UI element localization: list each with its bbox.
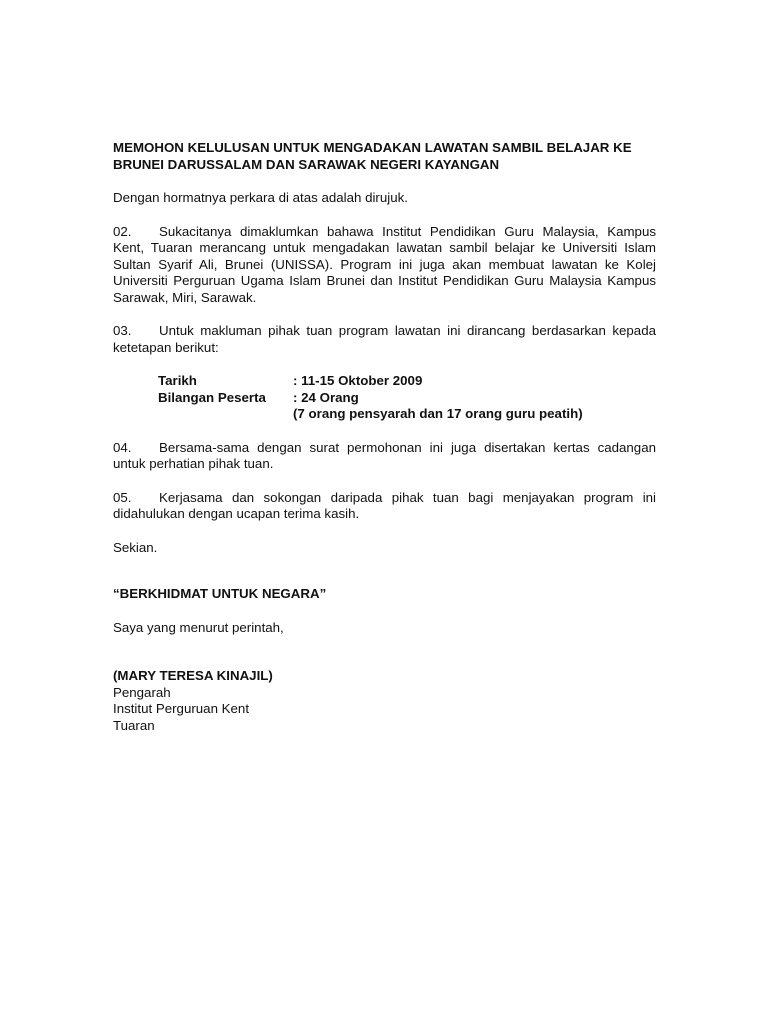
detail-row-date [158, 373, 656, 390]
motto: “BERKHIDMAT UNTUK NEGARA” [113, 586, 327, 601]
paragraph-03 [113, 323, 656, 356]
date-value: : 11-15 Oktober 2009 [293, 373, 423, 388]
signature-block [113, 668, 656, 734]
paragraph-number: 03. [113, 323, 132, 338]
participants-label: Bilangan Peserta [158, 389, 266, 405]
letter-body [113, 140, 656, 734]
intro-text: Dengan hormatnya perkara di atas adalah dirujuk. [113, 190, 408, 205]
paragraph-04 [113, 440, 656, 473]
paragraph-text: Bersama-sama dengan surat permohonan ini juga disertakan kertas cadangan untuk perhatian pihak tuan. [113, 439, 656, 471]
closing-text: Sekian. [113, 539, 158, 555]
paragraph-text: Sukacitanya dimaklumkan bahawa Institut Pendidikan Guru Malaysia, Kampus Kent, Tuaran merancang untuk mengadakan lawatan sambil belajar ke Universiti Islam Sultan Syarif Ali, Brunei (UNISSA). Program ini juga akan membuat lawatan ke Kolej Universiti Perguruan Ugama Islam Brunei dan Institut Pendidikan Guru Malaysia Kampus Sarawak, Miri, Sarawak. [113, 223, 656, 305]
participants-note: (7 orang pensyarah dan 17 orang guru peatih) [293, 406, 583, 421]
detail-row-participants [158, 390, 656, 407]
program-details [158, 373, 656, 423]
sign-off: Saya yang menurut perintah, [113, 619, 284, 635]
paragraph-02 [113, 224, 656, 307]
detail-row-note [158, 406, 656, 423]
paragraph-text: Kerjasama dan sokongan daripada pihak tuan bagi menjayakan program ini didahulukan dengan ucapan terima kasih. [113, 489, 656, 521]
signatory-location: Tuaran [113, 717, 155, 733]
signatory-name: (MARY TERESA KINAJIL) [113, 668, 273, 683]
letter-title-line-1: MEMOHON KELULUSAN UNTUK MENGADAKAN LAWATAN SAMBIL BELAJAR KE [113, 140, 632, 155]
paragraph-number: 05. [113, 489, 132, 505]
signatory-institution: Institut Perguruan Kent [113, 701, 250, 716]
paragraph-number: 04. [113, 439, 132, 455]
signatory-position: Pengarah [113, 684, 171, 700]
paragraph-05 [113, 490, 656, 523]
paragraph-text: Untuk makluman pihak tuan program lawatan ini dirancang berdasarkan kepada ketetapan berikut: [113, 323, 656, 355]
letter-title-line-2: BRUNEI DARUSSALAM DAN SARAWAK NEGERI KAYANGAN [113, 156, 500, 172]
participants-value: : 24 Orang [293, 389, 359, 405]
date-label: Tarikh [158, 373, 197, 388]
paragraph-number: 02. [113, 223, 132, 239]
